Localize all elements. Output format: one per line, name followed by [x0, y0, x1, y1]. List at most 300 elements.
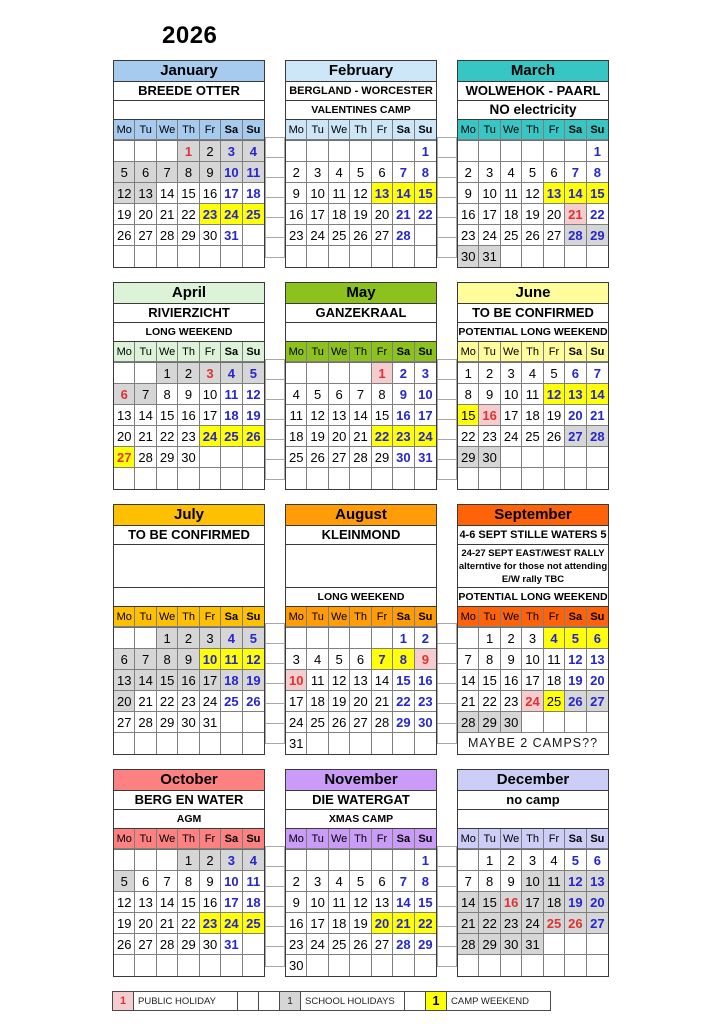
empty-cell: [372, 733, 393, 754]
day-cell: 21: [458, 913, 479, 934]
empty-cell: [135, 850, 156, 871]
day-cell: 3: [286, 649, 307, 670]
day-cell: 4: [544, 850, 565, 871]
day-cell: 25: [221, 691, 242, 712]
day-cell: 11: [329, 183, 350, 204]
empty-cell: [393, 468, 414, 489]
day-cell: 13: [114, 405, 135, 426]
week-row: [286, 246, 436, 267]
day-cell: 21: [372, 691, 393, 712]
week-row: [458, 162, 608, 183]
day-cell: 23: [178, 691, 199, 712]
month-location: KLEINMOND: [286, 526, 436, 545]
day-cell: 10: [221, 162, 242, 183]
day-cell: 24: [522, 913, 543, 934]
spacer-cell: [265, 623, 285, 644]
day-cell: 30: [501, 712, 522, 733]
empty-cell: [114, 733, 135, 754]
day-cell: 15: [157, 405, 178, 426]
day-cell: 23: [286, 934, 307, 955]
day-cell: 27: [565, 426, 586, 447]
weekday-header-row: [286, 607, 436, 628]
empty-cell: [243, 934, 264, 955]
day-cell: 29: [157, 447, 178, 468]
day-cell: 10: [200, 384, 221, 405]
empty-cell: [393, 955, 414, 976]
empty-cell: [329, 850, 350, 871]
day-cell: 12: [243, 649, 264, 670]
weekday-header: Tu: [479, 607, 500, 627]
spacer-cell: [265, 846, 285, 867]
empty-cell: [114, 141, 135, 162]
day-cell: 9: [286, 892, 307, 913]
weekday-header: Th: [350, 607, 371, 627]
empty-cell: [501, 955, 522, 976]
day-cell: 7: [157, 162, 178, 183]
month-location: TO BE CONFIRMED: [114, 526, 264, 545]
week-row: [458, 468, 608, 489]
day-cell: 21: [135, 691, 156, 712]
day-cell: 22: [157, 691, 178, 712]
empty-cell: [178, 246, 199, 267]
day-cell: 15: [587, 183, 608, 204]
day-cell: 1: [458, 363, 479, 384]
weekday-header: We: [329, 607, 350, 627]
empty-cell: [114, 468, 135, 489]
empty-cell: [221, 712, 242, 733]
day-cell: 9: [501, 649, 522, 670]
spacer-cell: [437, 946, 457, 967]
day-cell: 14: [587, 384, 608, 405]
day-cell: 26: [350, 934, 371, 955]
week-row: [114, 246, 264, 267]
day-cell: 12: [350, 892, 371, 913]
empty-cell: [415, 733, 436, 754]
day-cell: 1: [393, 628, 414, 649]
month-location: no camp: [458, 791, 608, 810]
day-cell: 4: [243, 141, 264, 162]
day-cell: 25: [522, 426, 543, 447]
month-header: May: [286, 283, 436, 304]
day-cell: 20: [135, 204, 156, 225]
day-cell: 26: [243, 691, 264, 712]
spacer-cell: [437, 137, 457, 158]
day-cell: 30: [479, 447, 500, 468]
day-cell: 28: [565, 225, 586, 246]
week-row: [458, 892, 608, 913]
empty-cell: [415, 468, 436, 489]
day-cell: 22: [178, 204, 199, 225]
day-cell: 4: [501, 162, 522, 183]
day-cell: 29: [393, 712, 414, 733]
weekday-header: Su: [587, 342, 608, 362]
day-cell: 31: [522, 934, 543, 955]
weekday-header: Fr: [544, 120, 565, 140]
day-cell: 22: [479, 913, 500, 934]
spacer-cell: [265, 237, 285, 258]
spacer-column: [265, 504, 285, 744]
day-cell: 23: [200, 204, 221, 225]
day-cell: 16: [178, 670, 199, 691]
day-cell: 14: [157, 892, 178, 913]
empty-cell: [372, 955, 393, 976]
empty-cell: [565, 141, 586, 162]
empty-cell: [350, 733, 371, 754]
weekday-header: We: [157, 607, 178, 627]
day-cell: 8: [157, 649, 178, 670]
weekday-header: Tu: [307, 342, 328, 362]
day-cell: 1: [479, 850, 500, 871]
day-cell: 2: [178, 628, 199, 649]
day-cell: 9: [415, 649, 436, 670]
week-row: [286, 447, 436, 468]
month-location: 4-6 SEPT STILLE WATERS 5: [458, 526, 608, 545]
day-cell: 30: [178, 447, 199, 468]
day-cell: 22: [372, 426, 393, 447]
day-cell: 18: [329, 204, 350, 225]
week-row: [286, 670, 436, 691]
empty-cell: [458, 628, 479, 649]
day-cell: 22: [157, 426, 178, 447]
day-cell: 20: [350, 691, 371, 712]
weekday-header: Su: [243, 607, 264, 627]
day-cell: 23: [178, 426, 199, 447]
empty-cell: [157, 141, 178, 162]
day-cell: 6: [135, 162, 156, 183]
day-cell: 4: [329, 871, 350, 892]
week-row: [458, 225, 608, 246]
day-cell: 6: [329, 384, 350, 405]
day-cell: 27: [544, 225, 565, 246]
empty-cell: [458, 141, 479, 162]
day-cell: 26: [544, 426, 565, 447]
day-cell: 12: [522, 183, 543, 204]
day-cell: 3: [522, 850, 543, 871]
day-cell: 19: [350, 204, 371, 225]
empty-cell: [135, 363, 156, 384]
spacer-cell: [437, 906, 457, 927]
day-cell: 13: [544, 183, 565, 204]
day-cell: 22: [178, 913, 199, 934]
day-cell: 25: [501, 225, 522, 246]
day-cell: 11: [522, 384, 543, 405]
weekday-header: Sa: [393, 829, 414, 849]
day-cell: 14: [458, 670, 479, 691]
day-cell: 19: [307, 426, 328, 447]
weekday-header: Fr: [544, 342, 565, 362]
weekday-header-row: [458, 607, 608, 628]
weekday-header: Sa: [393, 607, 414, 627]
week-row: [458, 712, 608, 733]
day-cell: 18: [544, 670, 565, 691]
day-cell: 11: [544, 871, 565, 892]
empty-cell: [587, 468, 608, 489]
day-cell: 8: [479, 649, 500, 670]
empty-cell: [221, 468, 242, 489]
empty-cell: [243, 246, 264, 267]
empty-cell: [135, 955, 156, 976]
day-cell: 29: [415, 934, 436, 955]
day-cell: 25: [544, 913, 565, 934]
day-cell: 25: [221, 426, 242, 447]
day-cell: 29: [178, 934, 199, 955]
empty-cell: [307, 246, 328, 267]
empty-cell: [157, 850, 178, 871]
weekday-header: Sa: [221, 120, 242, 140]
empty-cell: [135, 141, 156, 162]
day-cell: 31: [221, 934, 242, 955]
month-june: [457, 282, 609, 490]
day-cell: 5: [114, 162, 135, 183]
day-cell: 6: [114, 384, 135, 405]
empty-cell: [415, 225, 436, 246]
day-cell: 22: [458, 426, 479, 447]
empty-cell: [200, 955, 221, 976]
week-row: [286, 913, 436, 934]
month-header: November: [286, 770, 436, 791]
weekday-header: We: [157, 342, 178, 362]
day-cell: 30: [200, 225, 221, 246]
weekday-header: Mo: [458, 607, 479, 627]
week-row: [114, 405, 264, 426]
day-cell: 25: [307, 712, 328, 733]
legend-symbol-cw: 1: [425, 991, 447, 1011]
week-row: [114, 649, 264, 670]
spacer-cell: [437, 439, 457, 460]
day-cell: 28: [157, 225, 178, 246]
weekday-header: We: [157, 829, 178, 849]
day-cell: 7: [393, 162, 414, 183]
empty-cell: [458, 955, 479, 976]
empty-cell: [587, 712, 608, 733]
weekday-header-row: [114, 829, 264, 850]
empty-cell: [479, 141, 500, 162]
day-cell: 17: [286, 691, 307, 712]
week-row: [458, 141, 608, 162]
day-cell: 13: [372, 183, 393, 204]
day-cell: 5: [307, 384, 328, 405]
day-cell: 24: [307, 934, 328, 955]
legend-empty-cell: [237, 991, 259, 1011]
day-cell: 19: [243, 670, 264, 691]
day-cell: 25: [544, 691, 565, 712]
empty-cell: [243, 712, 264, 733]
day-cell: 7: [458, 871, 479, 892]
empty-cell: [307, 363, 328, 384]
month-header: June: [458, 283, 608, 304]
weekday-header: We: [501, 342, 522, 362]
week-row: [114, 162, 264, 183]
day-cell: 15: [178, 892, 199, 913]
day-cell: 2: [286, 162, 307, 183]
day-cell: 4: [544, 628, 565, 649]
day-cell: 16: [286, 913, 307, 934]
month-event-note: [286, 323, 436, 342]
empty-cell: [286, 246, 307, 267]
day-cell: 2: [501, 628, 522, 649]
day-cell: 5: [565, 850, 586, 871]
day-cell: 21: [350, 426, 371, 447]
day-cell: 12: [329, 670, 350, 691]
day-cell: 27: [372, 934, 393, 955]
month-february: [285, 60, 437, 268]
day-cell: 26: [307, 447, 328, 468]
day-cell: 8: [479, 871, 500, 892]
spacer-cell: [437, 157, 457, 178]
day-cell: 2: [178, 363, 199, 384]
weekday-header: Th: [350, 342, 371, 362]
day-cell: 15: [415, 183, 436, 204]
empty-cell: [286, 850, 307, 871]
weekday-header: Su: [415, 120, 436, 140]
day-cell: 1: [415, 141, 436, 162]
empty-cell: [393, 141, 414, 162]
day-cell: 28: [135, 447, 156, 468]
day-cell: 4: [221, 628, 242, 649]
day-cell: 3: [307, 871, 328, 892]
week-row: [114, 670, 264, 691]
day-cell: 6: [114, 649, 135, 670]
day-cell: 14: [565, 183, 586, 204]
empty-cell: [157, 468, 178, 489]
day-cell: 17: [307, 913, 328, 934]
empty-cell: [544, 468, 565, 489]
empty-cell: [157, 955, 178, 976]
day-cell: 10: [501, 384, 522, 405]
empty-cell: [135, 733, 156, 754]
day-cell: 19: [350, 913, 371, 934]
day-cell: 1: [178, 850, 199, 871]
day-cell: 20: [329, 426, 350, 447]
day-cell: 2: [200, 141, 221, 162]
day-cell: 9: [479, 384, 500, 405]
day-cell: 23: [200, 913, 221, 934]
day-cell: 15: [393, 670, 414, 691]
weekday-header: Tu: [135, 607, 156, 627]
week-row: [114, 934, 264, 955]
spacer-cell: [437, 703, 457, 724]
month-october: [113, 769, 265, 977]
empty-cell: [350, 850, 371, 871]
spacer-cell: [265, 866, 285, 887]
day-cell: 28: [458, 712, 479, 733]
month-event-note: XMAS CAMP: [286, 810, 436, 829]
day-cell: 24: [522, 691, 543, 712]
day-cell: 4: [522, 363, 543, 384]
empty-cell: [522, 447, 543, 468]
day-cell: 21: [157, 204, 178, 225]
day-cell: 13: [565, 384, 586, 405]
day-cell: 9: [178, 384, 199, 405]
empty-cell: [350, 246, 371, 267]
day-cell: 1: [372, 363, 393, 384]
day-cell: 12: [544, 384, 565, 405]
week-row: [286, 871, 436, 892]
day-cell: 6: [544, 162, 565, 183]
weekday-header: Tu: [307, 829, 328, 849]
day-cell: 14: [372, 670, 393, 691]
month-event-note: LONG WEEKEND: [114, 323, 264, 342]
week-row: [458, 384, 608, 405]
empty-cell: [544, 712, 565, 733]
weekday-header: Fr: [372, 829, 393, 849]
day-cell: 28: [458, 934, 479, 955]
day-cell: 20: [135, 913, 156, 934]
weekday-header-row: [114, 607, 264, 628]
spacer-cell: [437, 379, 457, 400]
week-row: [286, 183, 436, 204]
empty-cell: [243, 955, 264, 976]
weekday-header: Mo: [286, 120, 307, 140]
week-row: [114, 468, 264, 489]
empty-cell: [350, 141, 371, 162]
day-cell: 21: [393, 913, 414, 934]
day-cell: 11: [329, 892, 350, 913]
week-row: [458, 670, 608, 691]
spacer-cell: [265, 683, 285, 704]
empty-cell: [565, 468, 586, 489]
day-cell: 27: [114, 712, 135, 733]
day-cell: 3: [200, 628, 221, 649]
weekday-header: Sa: [393, 120, 414, 140]
weekday-header: Mo: [114, 342, 135, 362]
day-cell: 10: [522, 871, 543, 892]
day-cell: 7: [458, 649, 479, 670]
day-cell: 29: [458, 447, 479, 468]
day-cell: 18: [243, 183, 264, 204]
weekday-header: Mo: [286, 829, 307, 849]
week-row: [114, 384, 264, 405]
weekday-header: Sa: [565, 607, 586, 627]
week-row: [114, 225, 264, 246]
empty-cell: [415, 955, 436, 976]
spacer-cell: [437, 459, 457, 480]
spacer-cell: [265, 886, 285, 907]
week-row: [458, 363, 608, 384]
month-event-note: AGM: [114, 810, 264, 829]
weekday-header-row: [458, 342, 608, 363]
day-cell: 6: [587, 628, 608, 649]
day-cell: 12: [565, 649, 586, 670]
month-september: [457, 504, 609, 755]
day-cell: 26: [243, 426, 264, 447]
month-event-note: [114, 588, 264, 607]
spacer-column: [265, 769, 285, 967]
weekday-header: Sa: [221, 829, 242, 849]
week-row: [114, 183, 264, 204]
weekday-header: Sa: [565, 342, 586, 362]
empty-cell: [372, 246, 393, 267]
day-cell: 10: [307, 892, 328, 913]
empty-cell: [329, 468, 350, 489]
week-row: [286, 426, 436, 447]
empty-cell: [286, 363, 307, 384]
week-row: [114, 712, 264, 733]
month-event-note: NO electricity: [458, 101, 608, 120]
empty-cell: [307, 733, 328, 754]
day-cell: 1: [479, 628, 500, 649]
spacer-filler: [265, 504, 285, 624]
spacer-cell: [265, 439, 285, 460]
day-cell: 17: [200, 670, 221, 691]
day-cell: 29: [479, 934, 500, 955]
month-march: [457, 60, 609, 268]
day-cell: 18: [221, 670, 242, 691]
day-cell: 6: [372, 162, 393, 183]
weekday-header: Mo: [286, 342, 307, 362]
empty-cell: [114, 246, 135, 267]
empty-cell: [565, 447, 586, 468]
